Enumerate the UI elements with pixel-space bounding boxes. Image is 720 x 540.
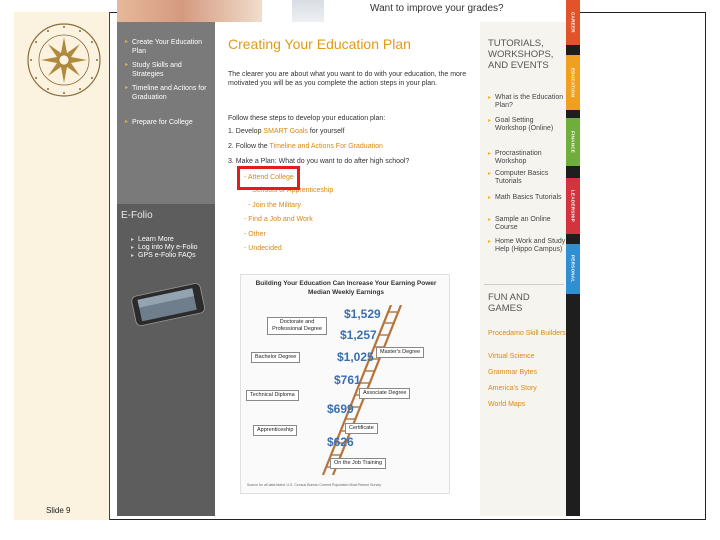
step-3: 3. Make a Plan: What do you want to do after high school? xyxy=(228,158,410,165)
infographic-source: Source for all data listed: U.S. Census Bureau Current Population Most Recent Survey xyxy=(247,483,382,487)
option-attend-college[interactable]: - Attend College xyxy=(244,174,294,181)
smart-goals-link[interactable]: SMART Goals xyxy=(263,128,308,135)
right-item-label: Math Basics Tutorials xyxy=(495,194,562,201)
nav-item-prepare-college[interactable] xyxy=(125,118,213,127)
step-1 xyxy=(228,128,344,135)
tab-label: EDUCATION xyxy=(570,67,576,98)
right-item-procrastination[interactable] xyxy=(488,150,566,166)
nav-item-label: Study Skills and Strategies xyxy=(132,62,182,78)
arrow-bullet-icon: ▸ xyxy=(131,237,135,243)
infographic-title-line1: Building Your Education Can Increase Your Earning Power xyxy=(255,280,437,287)
option-schools-apprenticeship[interactable]: - Schools or Apprenticeship xyxy=(248,187,334,194)
right-item-label: Computer Basics Tutorials xyxy=(495,170,549,185)
tutorials-heading: TUTORIALS, WORKSHOPS, AND EVENTS xyxy=(488,38,554,71)
degree-label: Master's Degree xyxy=(376,347,424,358)
arrow-bullet-icon: ▸ xyxy=(131,253,135,259)
arrow-bullet-icon: ▸ xyxy=(125,85,129,91)
link-virtual-science[interactable]: Virtual Science xyxy=(488,353,535,360)
intro-text: The clearer you are about what you want to do with your education, the more motivated you will be as you complete the action steps in your plan. xyxy=(228,71,467,87)
website-screenshot xyxy=(117,0,580,516)
infographic-title xyxy=(241,279,451,297)
nav-item-label: Create Your Education Plan xyxy=(132,39,203,55)
arrow-bullet-icon: ▸ xyxy=(488,195,492,201)
tab-personal[interactable] xyxy=(566,244,580,294)
efolio-faqs[interactable] xyxy=(131,252,196,259)
degree-label: Certificate xyxy=(345,423,378,434)
smartphone-image xyxy=(123,280,209,328)
right-item-computer-basics[interactable] xyxy=(488,170,566,186)
nav-item-label: Timeline and Actions for Graduation xyxy=(132,85,207,101)
follow-steps-text: Follow these steps to develop your education plan: xyxy=(228,115,386,122)
nav-item-create-plan[interactable] xyxy=(125,38,213,56)
link-americas-story[interactable]: America's Story xyxy=(488,385,537,392)
degree-label: Associate Degree xyxy=(359,388,410,399)
page-banner xyxy=(117,0,580,22)
efolio-learn-more[interactable] xyxy=(131,236,174,243)
timeline-link[interactable]: Timeline and Actions For Graduation xyxy=(269,143,383,150)
highlight-box xyxy=(237,166,300,190)
step-1-prefix: 1. Develop xyxy=(228,128,262,135)
tab-career[interactable] xyxy=(566,0,580,45)
left-nav-menu xyxy=(117,22,215,204)
right-item-label: Procrastination Workshop xyxy=(495,150,542,165)
arrow-bullet-icon: ▸ xyxy=(125,62,129,68)
tab-leadership[interactable] xyxy=(566,178,580,234)
right-item-homework-help[interactable] xyxy=(488,238,566,254)
efolio-heading: E-Folio xyxy=(121,210,153,221)
degree-label: Technical Diploma xyxy=(246,390,299,401)
arrow-bullet-icon: ▸ xyxy=(125,119,129,125)
tab-label: CAREER xyxy=(570,12,576,33)
banner-photo xyxy=(117,0,262,22)
arrow-bullet-icon: ▸ xyxy=(488,239,492,245)
right-item-label: What is the Education Plan? xyxy=(495,94,564,109)
right-item-sample-course[interactable] xyxy=(488,216,566,232)
main-content xyxy=(215,22,480,516)
right-item-math-basics[interactable] xyxy=(488,194,566,202)
right-item-label: Sample an Online Course xyxy=(495,216,551,231)
efolio-item-label: GPS e-Folio FAQs xyxy=(138,252,196,259)
banner-tagline: Want to improve your grades? xyxy=(370,3,504,14)
minnesota-seal-icon xyxy=(24,20,104,100)
slide-number: Slide 9 xyxy=(46,506,71,515)
right-item-education-plan[interactable] xyxy=(488,94,566,110)
right-item-label: Home Work and Study Help (Hippo Campus) xyxy=(495,238,566,253)
arrow-bullet-icon: ▸ xyxy=(488,171,492,177)
right-item-label: Goal Setting Workshop (Online) xyxy=(495,117,554,132)
step-1-suffix: for yourself xyxy=(309,128,345,135)
salary-value: $1,025 xyxy=(337,350,374,364)
nav-item-label: Prepare for College xyxy=(132,119,193,126)
salary-value: $1,529 xyxy=(344,307,381,321)
earnings-infographic xyxy=(240,274,450,494)
arrow-bullet-icon: ▸ xyxy=(488,118,492,124)
link-skill-builders[interactable]: Procedamo Skill Builders xyxy=(488,330,566,337)
salary-value: $626 xyxy=(327,435,354,449)
tab-education[interactable] xyxy=(566,55,580,110)
right-divider xyxy=(484,284,564,285)
fun-games-heading: FUN AND GAMES xyxy=(488,292,530,314)
arrow-bullet-icon: ▸ xyxy=(488,95,492,101)
link-grammar-bytes[interactable]: Grammar Bytes xyxy=(488,369,538,376)
option-find-job[interactable]: - Find a Job and Work xyxy=(244,216,313,223)
section-tabs xyxy=(566,0,580,516)
right-item-goal-setting[interactable] xyxy=(488,117,566,133)
nav-item-timeline[interactable] xyxy=(125,84,213,102)
efolio-login[interactable] xyxy=(131,244,198,251)
banner-photo-secondary xyxy=(292,0,324,22)
option-join-military[interactable]: - Join the Military xyxy=(248,202,301,209)
arrow-bullet-icon: ▸ xyxy=(131,245,135,251)
infographic-title-line2: Median Weekly Earnings xyxy=(307,289,385,296)
link-world-maps[interactable]: World Maps xyxy=(488,401,526,408)
tab-label: FINANCE xyxy=(570,130,576,154)
arrow-bullet-icon: ▸ xyxy=(488,217,492,223)
degree-label: Apprenticeship xyxy=(253,425,297,436)
right-column xyxy=(480,22,566,516)
step-2 xyxy=(228,143,383,150)
salary-value: $761 xyxy=(334,373,361,387)
salary-value: $699 xyxy=(327,402,354,416)
degree-label: On the Job Training xyxy=(330,458,386,469)
arrow-bullet-icon: ▸ xyxy=(125,39,129,45)
tab-finance[interactable] xyxy=(566,118,580,166)
tab-label: PERSONAL xyxy=(570,255,576,283)
tab-label: LEADERSHIP xyxy=(570,189,576,222)
step-2-prefix: 2. Follow the xyxy=(228,143,268,150)
option-other[interactable]: - Other xyxy=(244,231,266,238)
efolio-item-label: Learn More xyxy=(138,236,174,243)
degree-label: Bachelor Degree xyxy=(251,352,300,363)
arrow-bullet-icon: ▸ xyxy=(488,151,492,157)
efolio-item-label: Log into My e-Folio xyxy=(138,244,198,251)
option-undecided[interactable]: - Undecided xyxy=(244,245,282,252)
degree-label: Doctorate and Professional Degree xyxy=(267,317,327,335)
salary-value: $1,257 xyxy=(340,328,377,342)
page-title: Creating Your Education Plan xyxy=(228,36,411,52)
nav-item-study-skills[interactable] xyxy=(125,61,213,79)
